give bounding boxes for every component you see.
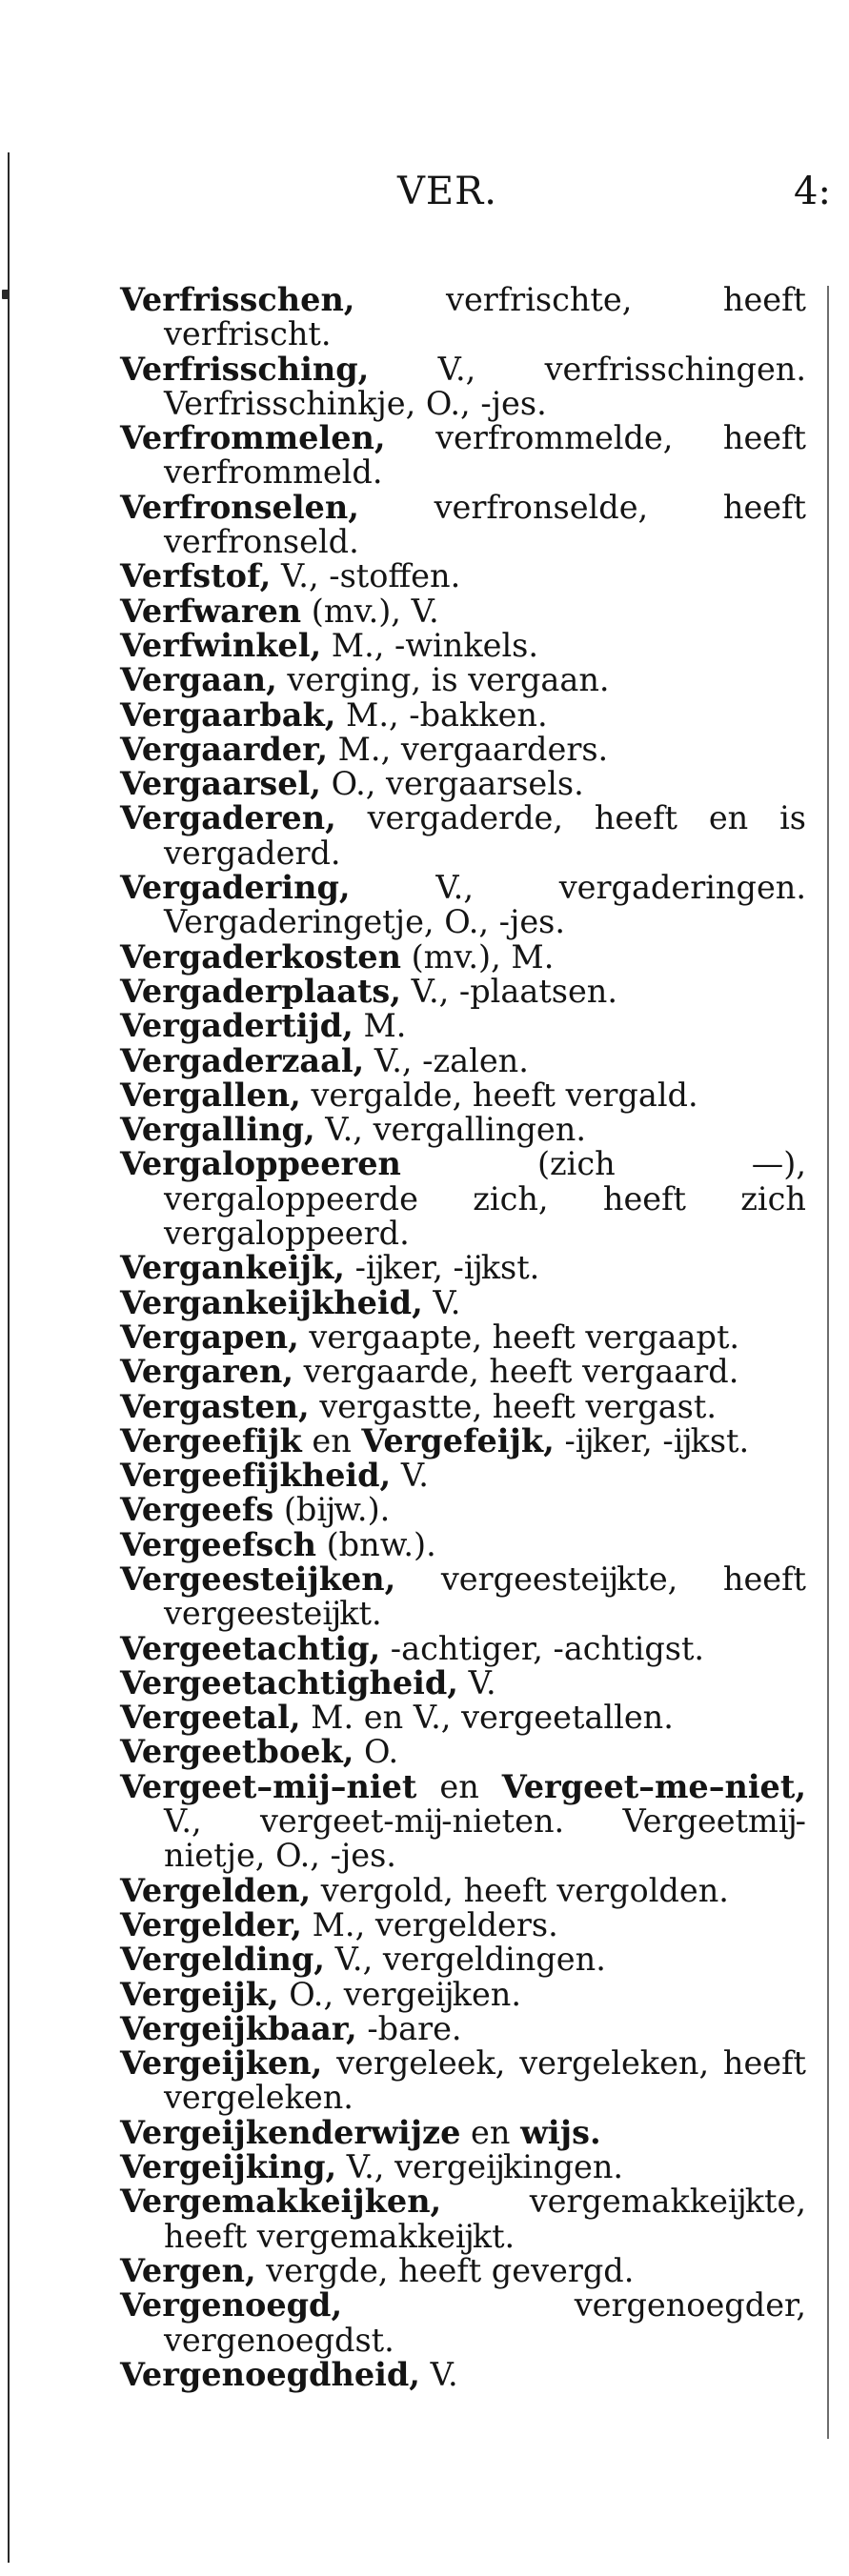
dictionary-entry bbox=[120, 1041, 806, 1079]
dictionary-entry bbox=[120, 488, 806, 561]
entry-headword: Verfwinkel, bbox=[120, 626, 322, 664]
dictionary-entry bbox=[120, 1905, 806, 1943]
entry-headword: Vergelder, bbox=[120, 1905, 302, 1943]
entry-definition: V., vergeldingen. bbox=[324, 1941, 606, 1979]
entry-definition: V., vergeet-mĳ-nieten. Vergeetmĳ-nietje, O., -jes. bbox=[164, 1802, 806, 1875]
entry-definition: vergeesteĳkte, heeft vergeesteĳkt. bbox=[164, 1560, 806, 1633]
entry-headword: Vergeesteĳken, bbox=[120, 1560, 396, 1598]
dictionary-entry bbox=[120, 1459, 806, 1493]
entry-definition: V. bbox=[419, 2355, 458, 2393]
page-number: 4: bbox=[794, 170, 831, 213]
dictionary-entry bbox=[120, 1283, 806, 1321]
entry-headword: Vergallen, bbox=[120, 1076, 301, 1114]
dictionary-entry bbox=[120, 1942, 806, 1977]
entry-definition: en bbox=[301, 1421, 362, 1459]
running-head bbox=[0, 170, 849, 227]
entry-definition: vergde, heeft gevergd. bbox=[255, 2251, 635, 2289]
entry-headword: Verfronselen, bbox=[120, 488, 359, 526]
dictionary-entry bbox=[120, 1629, 806, 1667]
entry-headword-variant: wĳs. bbox=[520, 2113, 601, 2151]
dictionary-entry bbox=[120, 1147, 806, 1251]
entry-definition: verfrommelde, heeft verfrommeld. bbox=[164, 419, 806, 492]
entry-list bbox=[120, 283, 806, 2392]
entry-definition: -ĳker, -ĳkst. bbox=[344, 1249, 540, 1287]
entry-headword: Verfrissching, bbox=[120, 350, 370, 388]
dictionary-entry bbox=[120, 801, 806, 871]
entry-headword: Vergadertijd, bbox=[120, 1007, 354, 1045]
entry-definition: -bare. bbox=[356, 2009, 462, 2047]
entry-definition: V. bbox=[391, 1457, 429, 1495]
entry-headword: Vergaarsel, bbox=[120, 765, 321, 803]
entry-headword: Vergeet–mĳ–niet bbox=[120, 1767, 417, 1805]
entry-headword: Vergeefsch bbox=[120, 1525, 316, 1563]
entry-headword: Vergeĳking, bbox=[120, 2148, 337, 2186]
entry-headword: Verfwaren bbox=[120, 592, 302, 630]
dictionary-entry bbox=[120, 2113, 806, 2151]
dictionary-entry bbox=[120, 559, 806, 594]
entry-definition: verfrischte, heeft verfrischt. bbox=[164, 281, 806, 353]
entry-definition: vergaarde, heeft vergaard. bbox=[293, 1353, 739, 1391]
entry-headword: Vergeĳkenderwĳze bbox=[120, 2113, 461, 2151]
entry-headword: Vergaderen, bbox=[120, 799, 336, 837]
entry-headword: Vergeĳk, bbox=[120, 1975, 279, 2013]
entry-headword: Vergelding, bbox=[120, 1941, 325, 1979]
dictionary-entry bbox=[120, 937, 806, 976]
dictionary-entry bbox=[120, 1871, 806, 1909]
dictionary-entry bbox=[120, 1525, 806, 1563]
entry-headword: Vergeetachtig, bbox=[120, 1629, 381, 1667]
dictionary-entry bbox=[120, 1767, 806, 1875]
entry-headword: Verfrommelen, bbox=[120, 419, 386, 457]
dictionary-entry bbox=[120, 626, 806, 664]
dictionary-entry bbox=[120, 1320, 806, 1355]
entry-definition: V., verfrisschingen. Verfrisschinkje, O., -jes. bbox=[164, 350, 806, 422]
dictionary-entry bbox=[120, 695, 806, 734]
entry-definition: en bbox=[416, 1767, 502, 1805]
entry-headword: Vergaan, bbox=[120, 661, 277, 699]
entry-definition: O., vergaarsels. bbox=[320, 765, 584, 803]
entry-definition: O. bbox=[354, 1733, 399, 1771]
entry-definition: (mv.), V. bbox=[301, 592, 439, 630]
entry-headword: Vergankeĳkheid, bbox=[120, 1283, 423, 1321]
running-head-title: VER. bbox=[397, 170, 497, 213]
dictionary-entry bbox=[120, 2009, 806, 2047]
dictionary-entry bbox=[120, 1113, 806, 1147]
entry-headword: Verfstof, bbox=[120, 557, 272, 595]
dictionary-entry bbox=[120, 1421, 806, 1459]
entry-definition: (bnw.). bbox=[315, 1525, 436, 1563]
entry-definition: O., vergeĳken. bbox=[278, 1975, 521, 2013]
entry-definition: (zich —), vergaloppeerde zich, heeft zich vergaloppeerd. bbox=[164, 1145, 806, 1253]
entry-headword: Vergaarder, bbox=[120, 730, 328, 768]
entry-headword: Vergenoegd, bbox=[120, 2286, 343, 2324]
dictionary-entry bbox=[120, 972, 806, 1010]
entry-definition: vergaderde, heeft en is vergaderd. bbox=[164, 799, 806, 872]
entry-definition: V., -stoffen. bbox=[271, 557, 461, 595]
dictionary-entry bbox=[120, 2288, 806, 2358]
entry-definition: vergaapte, heeft vergaapt. bbox=[298, 1318, 740, 1356]
entry-definition: M., vergaarders. bbox=[327, 730, 609, 768]
dictionary-entry bbox=[120, 2251, 806, 2289]
entry-definition: M., vergelders. bbox=[301, 1905, 558, 1943]
entry-definition: vergemakkeĳkte, heeft vergemakkeĳkt. bbox=[164, 2183, 806, 2255]
entry-definition: vergenoegder, vergenoegdst. bbox=[164, 2286, 806, 2359]
dictionary-entry bbox=[120, 1735, 806, 1769]
dictionary-entry bbox=[120, 1251, 806, 1285]
entry-headword: Vergaarbak, bbox=[120, 695, 336, 734]
entry-definition: verging, is vergaan. bbox=[276, 661, 610, 699]
entry-definition: V., -zalen. bbox=[364, 1041, 529, 1079]
dictionary-entry bbox=[120, 1078, 806, 1113]
entry-definition: vergold, heeft vergolden. bbox=[311, 1871, 729, 1909]
entry-headword-variant: Vergefeĳk, bbox=[361, 1421, 555, 1459]
entry-headword: Vergeĳken, bbox=[120, 2044, 323, 2083]
entry-definition: -achtiger, -achtigst. bbox=[380, 1629, 705, 1667]
dictionary-entry bbox=[120, 663, 806, 697]
dictionary-entry bbox=[120, 871, 806, 940]
dictionary-entry bbox=[120, 1355, 806, 1389]
entry-definition: M. en V., vergeetallen. bbox=[300, 1699, 674, 1737]
dictionary-entry bbox=[120, 2046, 806, 2116]
dictionary-entry bbox=[120, 1701, 806, 1735]
entry-headword: Vergaderzaal, bbox=[120, 1041, 365, 1079]
dictionary-entry bbox=[120, 1562, 806, 1632]
entry-definition: en bbox=[460, 2113, 521, 2151]
entry-headword: Vergenoegdheid, bbox=[120, 2355, 420, 2393]
dictionary-entry bbox=[120, 594, 806, 629]
left-margin-mark bbox=[2, 290, 10, 299]
dictionary-entry bbox=[120, 767, 806, 801]
dictionary-entry bbox=[120, 1663, 806, 1701]
entry-headword: Vergeefs bbox=[120, 1491, 274, 1529]
entry-definition: vergalde, heeft vergald. bbox=[300, 1076, 698, 1114]
dictionary-entry bbox=[120, 1493, 806, 1527]
dictionary-entry bbox=[120, 283, 806, 352]
entry-headword-variant: Vergeet–me–niet, bbox=[501, 1767, 806, 1805]
entry-definition: V. bbox=[457, 1663, 496, 1701]
entry-headword: Vergeetal, bbox=[120, 1699, 301, 1737]
entry-definition: M., -winkels. bbox=[321, 626, 538, 664]
left-margin-rule bbox=[8, 152, 10, 2563]
entry-definition: -ĳker, -ĳkst. bbox=[554, 1421, 750, 1459]
entry-headword: Vergelden, bbox=[120, 1871, 312, 1909]
entry-headword: Vergadering, bbox=[120, 869, 351, 907]
entry-definition: (bĳw.). bbox=[273, 1491, 391, 1529]
dictionary-entry bbox=[120, 1975, 806, 2013]
entry-definition: V., vergallingen. bbox=[314, 1111, 586, 1149]
entry-headword: Vergeĳkbaar, bbox=[120, 2009, 357, 2047]
entry-headword: Vergeetboek, bbox=[120, 1733, 354, 1771]
entry-definition: vergastte, heeft vergast. bbox=[309, 1387, 717, 1425]
entry-headword: Vergemakkeĳken, bbox=[120, 2183, 442, 2221]
entry-headword: Vergeefĳkheid, bbox=[120, 1457, 392, 1495]
entry-definition: V., vergaderingen. Vergaderingetje, O., -jes. bbox=[164, 869, 806, 941]
entry-headword: Vergapen, bbox=[120, 1318, 299, 1356]
entry-definition: (mv.), M. bbox=[400, 937, 555, 976]
dictionary-entry bbox=[120, 2355, 806, 2393]
entry-definition: V. bbox=[422, 1283, 461, 1321]
dictionary-entry bbox=[120, 2150, 806, 2184]
column-rule bbox=[827, 286, 829, 2439]
entry-headword: Verfrisschen, bbox=[120, 281, 355, 318]
entry-headword: Vergeetachtigheid, bbox=[120, 1663, 458, 1701]
dictionary-entry bbox=[120, 352, 806, 422]
entry-definition: vergeleek, vergeleken, heeft vergeleken. bbox=[164, 2044, 806, 2117]
entry-definition: verfronselde, heeft verfronseld. bbox=[164, 488, 806, 561]
dictionary-entry bbox=[120, 2184, 806, 2254]
entry-headword: Vergaren, bbox=[120, 1353, 293, 1391]
dictionary-entry bbox=[120, 421, 806, 491]
entry-definition: V., vergeĳkingen. bbox=[336, 2148, 624, 2186]
entry-definition: V., -plaatsen. bbox=[400, 972, 618, 1010]
entry-headword: Vergeefĳk bbox=[120, 1421, 302, 1459]
entry-headword: Vergen, bbox=[120, 2251, 256, 2289]
dictionary-entry bbox=[120, 730, 806, 768]
dictionary-entry bbox=[120, 1387, 806, 1425]
entry-headword: Vergasten, bbox=[120, 1387, 310, 1425]
dictionary-entry bbox=[120, 1009, 806, 1043]
entry-headword: Vergalling, bbox=[120, 1111, 315, 1149]
entry-definition: M., -bakken. bbox=[335, 695, 548, 734]
entry-headword: Vergaloppeeren bbox=[120, 1145, 401, 1183]
entry-headword: Vergaderplaats, bbox=[120, 972, 401, 1010]
entry-headword: Vergankeĳk, bbox=[120, 1249, 345, 1287]
entry-headword: Vergaderkosten bbox=[120, 937, 401, 976]
entry-definition: M. bbox=[353, 1007, 407, 1045]
